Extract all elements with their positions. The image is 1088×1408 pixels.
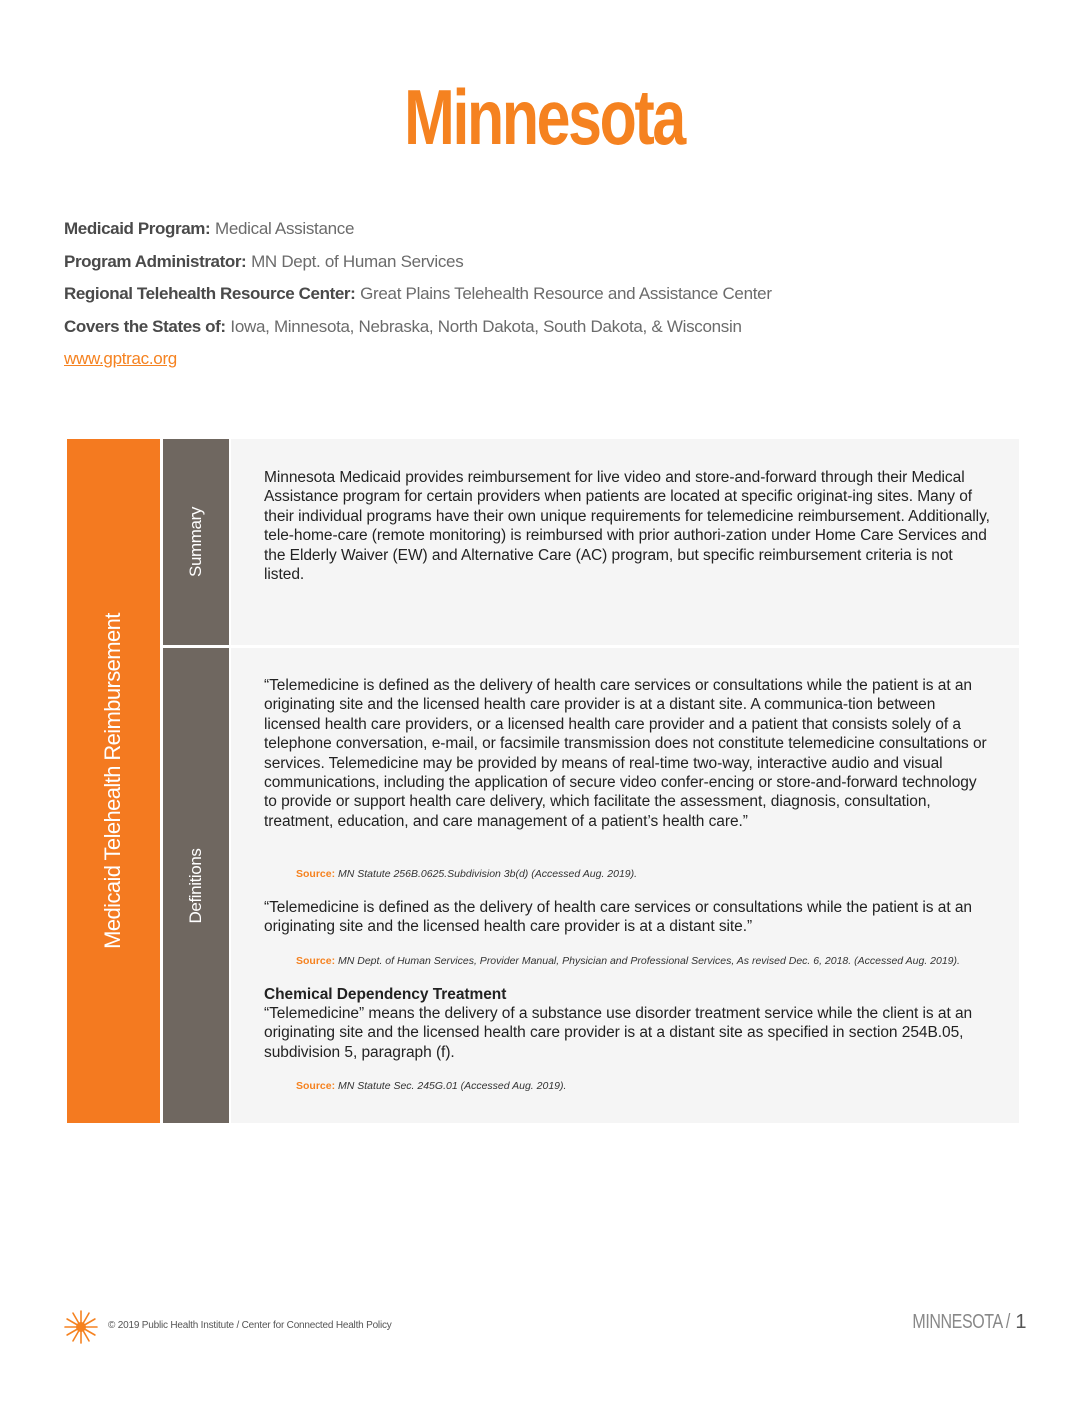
- chemical-dependency-heading: Chemical Dependency Treatment: [264, 986, 507, 1003]
- summary-text: Minnesota Medicaid provides reimbursement for live video and store-and-forward through their Medical Assistance program for certain providers when patients are located at specific originat-ing sites. Many of their individual programs have their own unique requirements for telemedicine reimbursement. Additionally, tele-home-care (remote monitoring) is reimbursed with prior authori-zation under Home Care Services and the Elderly Waiver (EW) and Alternative Care (AC) program, but specific reimbursement criteria is not listed.: [264, 469, 990, 584]
- info-value: Iowa, Minnesota, Nebraska, North Dakota, South Dakota, & Wisconsin: [230, 316, 742, 336]
- copyright: © 2019 Public Health Institute / Center for Connected Health Policy: [108, 1320, 392, 1331]
- info-row-covered-states: [64, 314, 772, 347]
- source-text: MN Statute 256B.0625.Subdivision 3b(d) (Accessed Aug. 2019).: [338, 868, 638, 880]
- definitions-label-cell: [163, 648, 229, 1123]
- section-label-column: [67, 439, 160, 1123]
- summary-label: Summary: [186, 507, 205, 577]
- program-info: [64, 216, 772, 379]
- definitions-cell: [231, 648, 1019, 1123]
- source-label: Source:: [296, 1080, 336, 1092]
- info-key: Medicaid Program:: [64, 219, 211, 238]
- page-indicator: [888, 1311, 1026, 1334]
- info-value: MN Dept. of Human Services: [251, 251, 464, 271]
- source-1: [296, 868, 637, 880]
- page-state: MINNESOTA /: [912, 1311, 1011, 1333]
- info-key: Program Administrator:: [64, 251, 247, 271]
- summary-cell: [231, 439, 1019, 645]
- definition-1: “Telemedicine is defined as the delivery of health care services or consultations while the patient is at an originating site and the licensed health care provider is at a distant site. A communica-tion between licensed health care providers, or a licensed health care provider and a patient that consists solely of a telephone conversation, e-mail, or facsimile transmission does not constitute telemedicine consultations or services. Telemedicine may be provided by means of real-time two-way, interactive audio and visual communications, including the application of secure video confer-encing or store-and-forward technology to provide or support health care delivery, which facilitate the assessment, diagnosis, consultation, treatment, education, and care management of a patient’s health care.”: [264, 677, 987, 830]
- info-row-medicaid-program: [64, 216, 772, 249]
- info-row-program-administrator: [64, 249, 772, 282]
- source-3: [296, 1080, 566, 1092]
- sunburst-logo-icon: [64, 1310, 98, 1344]
- summary-label-cell: [163, 439, 229, 645]
- info-value: Medical Assistance: [214, 219, 355, 238]
- section-label: Medicaid Telehealth Reimbursement: [100, 613, 125, 949]
- page-number: 1: [1015, 1311, 1026, 1333]
- source-text: MN Dept. of Human Services, Provider Manual, Physician and Professional Services, As revised Dec. 6, 2018. (Accessed Aug. 2019).: [338, 955, 960, 967]
- source-text: MN Statute Sec. 245G.01 (Accessed Aug. 2019).: [338, 1080, 567, 1092]
- page-title: Minnesota: [404, 73, 684, 161]
- reimbursement-table: [67, 439, 1019, 1123]
- definition-2: “Telemedicine is defined as the delivery of health care services or consultations while the patient is at an originating site and the licensed health care provider is at a distant site.”: [264, 899, 972, 936]
- info-row-link: [64, 346, 772, 379]
- info-key: Covers the States of:: [64, 316, 226, 336]
- source-2: [296, 955, 960, 967]
- source-label: Source:: [296, 868, 336, 880]
- definition-3: “Telemedicine” means the delivery of a substance use disorder treatment service while the client is at an originating site and the licensed health care provider is at a distant site as specified in section 254B.05, subdivision 5, paragraph (f).: [264, 1005, 973, 1061]
- definitions-label: Definitions: [186, 848, 205, 923]
- source-label: Source:: [296, 955, 336, 967]
- resource-center-link[interactable]: www.gptrac.org: [64, 349, 177, 368]
- info-key: Regional Telehealth Resource Center:: [64, 284, 356, 303]
- info-row-resource-center: [64, 281, 772, 314]
- info-value: Great Plains Telehealth Resource and Assistance Center: [360, 284, 772, 303]
